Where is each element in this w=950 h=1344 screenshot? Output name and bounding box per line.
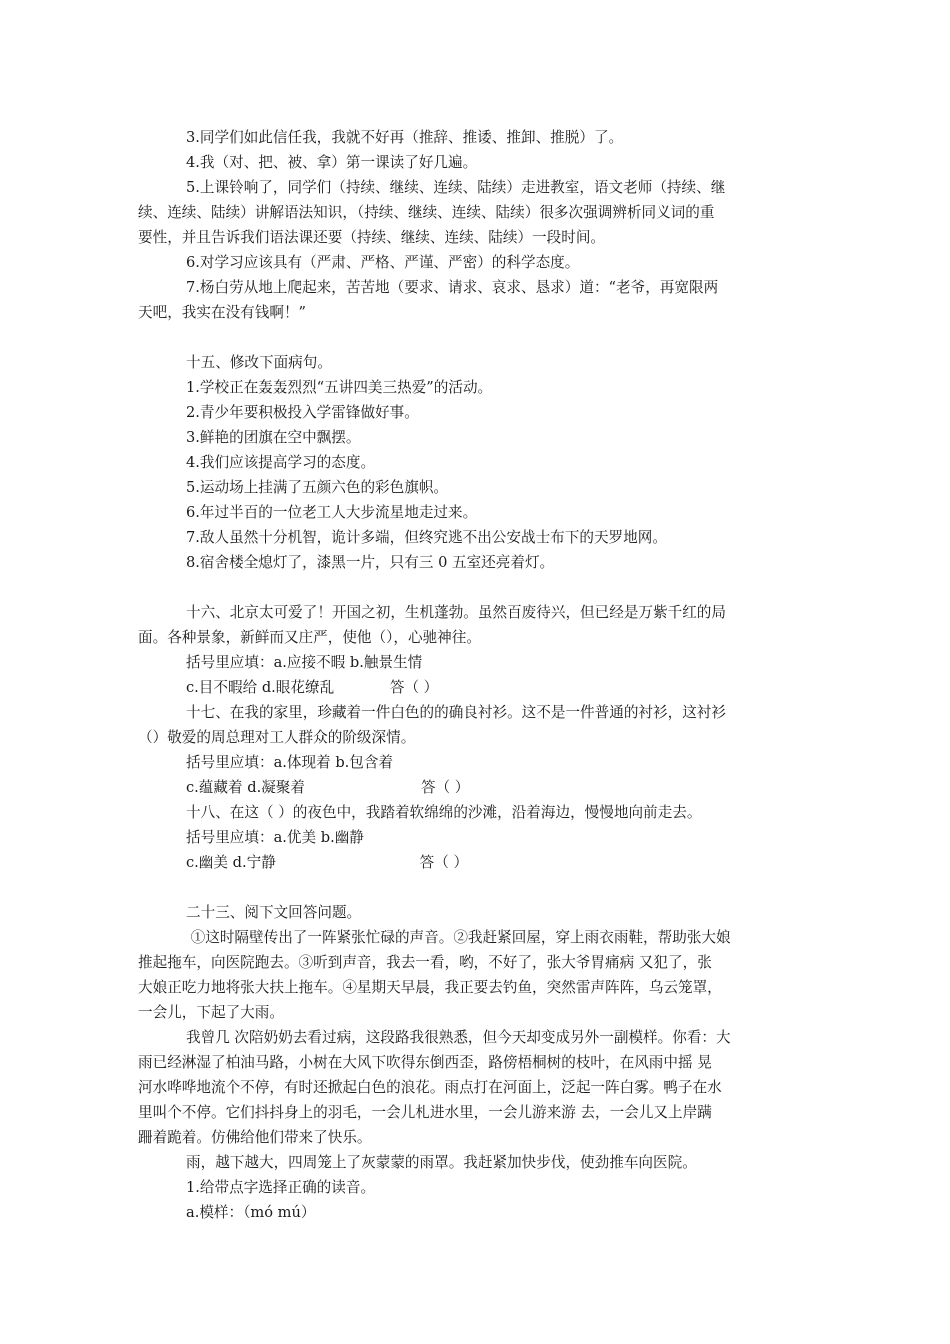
text-line: a.模样：（mó mú） (186, 1204, 316, 1221)
text-line: 6.年过半百的一位老工人大步流星地走过来。 (186, 504, 478, 521)
text-line: 括号里应填：a.优美 b.幽静 (186, 829, 364, 846)
text-line: ①这时隔壁传出了一阵紧张忙碌的声音。②我赶紧回屋，穿上雨衣雨鞋，帮助张大娘 (186, 929, 731, 946)
text-line: 3.同学们如此信任我，我就不好再（推辞、推诿、推卸、推脱）了。 (186, 129, 624, 146)
text-line: 大娘正吃力地将张大扶上拖车。④星期天早晨，我正要去钓鱼，突然雷声阵阵，乌云笼罩， (138, 979, 722, 996)
text-line: 7.杨白劳从地上爬起来，苦苦地（要求、请求、哀求、恳求）道：“老爷，再宽限两 (186, 279, 719, 296)
text-line: 8.宿舍楼全熄灯了，漆黑一片，只有三 0 五室还亮着灯。 (186, 554, 555, 571)
text-line: 2.青少年要积极投入学雷锋做好事。 (186, 404, 419, 421)
section-heading: 十五、修改下面病句。 (186, 354, 332, 371)
section-heading: 二十三、阅下文回答问题。 (186, 904, 362, 921)
text-line: 跚着跪着。仿佛给他们带来了快乐。 (138, 1129, 372, 1146)
section-heading: 十六、北京太可爱了！开国之初，生机蓬勃。虽然百废待兴，但已经是万紫千红的局 (186, 604, 726, 621)
text-line: 括号里应填：a.应接不暇 b.触景生情 (186, 654, 423, 671)
text-line: 河水哗哗地流个不停，有时还掀起白色的浪花。雨点打在河面上，泛起一阵白雾。鸭子在水 (138, 1079, 722, 1096)
text-line: （）敬爱的周总理对工人群众的阶级深情。 (138, 729, 416, 746)
text-line: 5.运动场上挂满了五颜六色的彩色旗帜。 (186, 479, 449, 496)
text-line: 雨，越下越大，四周笼上了灰蒙蒙的雨罩。我赶紧加快步伐，使劲推车向医院。 (186, 1154, 697, 1171)
text-line: 面。各种景象，新鲜而又庄严，使他（），心驰神往。 (138, 629, 481, 646)
text-line: 天吧，我实在没有钱啊！” (138, 304, 306, 321)
text-line: 4.我们应该提高学习的态度。 (186, 454, 376, 471)
text-line: c.幽美 d.宁静 答（ ） (186, 854, 469, 871)
section-heading: 十七、在我的家里，珍藏着一件白色的的确良衬衫。这不是一件普通的衬衫，这衬衫 (186, 704, 726, 721)
text-line: c.目不暇给 d.眼花缭乱 答（ ） (186, 679, 439, 696)
text-line: 推起拖车，向医院跑去。③听到声音，我去一看，哟，不好了，张大爷胃痛病 又犯了，张 (138, 954, 712, 971)
text-line: 我曾几 次陪奶奶去看过病，这段路我很熟悉，但今天却变成另外一副模样。你看：大 (186, 1029, 731, 1046)
text-line: 括号里应填：a.体现着 b.包含着 (186, 754, 394, 771)
text-line: 6.对学习应该具有（严肃、严格、严谨、严密）的科学态度。 (186, 254, 580, 271)
text-line: c.蕴藏着 d.凝聚着 答（ ） (186, 779, 470, 796)
text-line: 4.我（对、把、被、拿）第一课读了好几遍。 (186, 154, 478, 171)
text-line: 1.给带点字选择正确的读音。 (186, 1179, 376, 1196)
text-line: 里叫个不停。它们抖抖身上的羽毛，一会儿札进水里，一会儿游来游 去，一会儿又上岸蹒 (138, 1104, 712, 1121)
text-line: 3.鲜艳的团旗在空中飘摆。 (186, 429, 361, 446)
text-line: 续、连续、陆续）讲解语法知识，（持续、继续、连续、陆续）很多次强调辨析同义词的重 (138, 204, 715, 221)
text-line: 1.学校正在轰轰烈烈“五讲四美三热爱”的活动。 (186, 379, 493, 396)
text-line: 5.上课铃响了，同学们（持续、继续、连续、陆续）走进教室，语文老师（持续、继 (186, 179, 726, 196)
text-line: 要性，并且告诉我们语法课还要（持续、继续、连续、陆续）一段时间。 (138, 229, 606, 246)
section-heading: 十八、在这（ ）的夜色中，我踏着软绵绵的沙滩，沿着海边，慢慢地向前走去。 (186, 804, 702, 821)
text-line: 一会儿，下起了大雨。 (138, 1004, 284, 1021)
text-line: 雨已经淋湿了柏油马路，小树在大风下吹得东倒西歪，路傍梧桐树的枝叶，在风雨中摇 晃 (138, 1054, 712, 1071)
text-line: 7.敌人虽然十分机智，诡计多端，但终究逃不出公安战士布下的天罗地网。 (186, 529, 667, 546)
